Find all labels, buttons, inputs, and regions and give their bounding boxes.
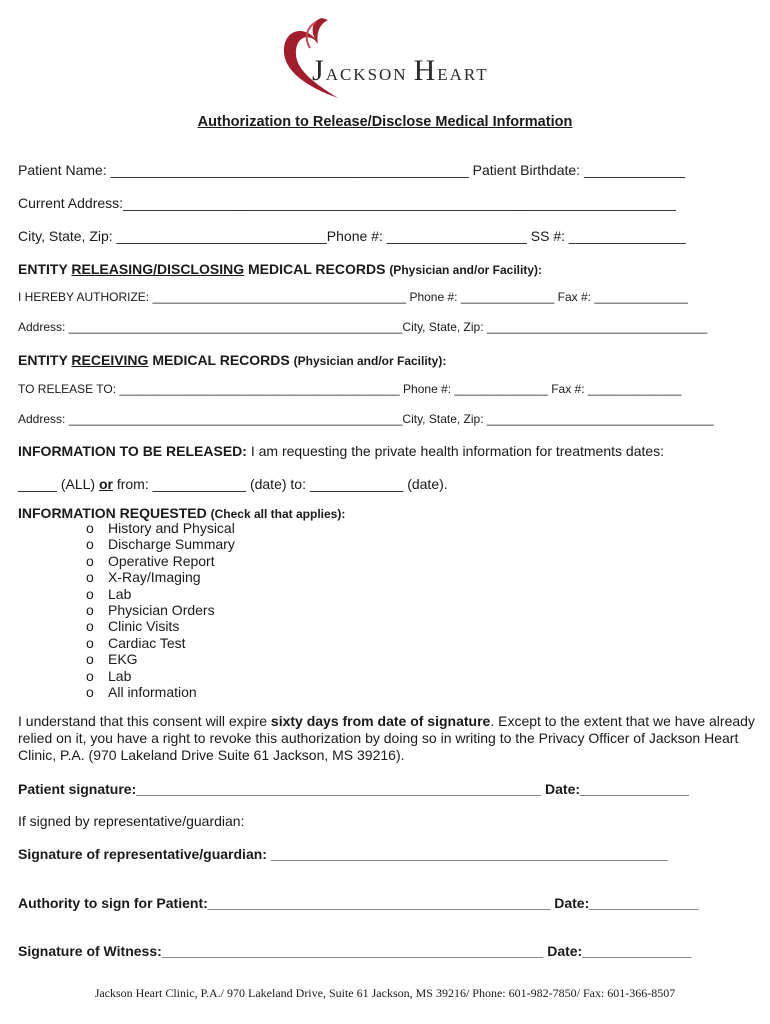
authority-date-field[interactable]: ______________ <box>589 895 699 911</box>
checklist-item[interactable] <box>86 553 235 569</box>
current-address-row <box>18 195 700 211</box>
receiving-phone-label: Phone #: <box>403 382 452 396</box>
checkbox-bullet-icon[interactable]: o <box>86 520 94 536</box>
checkbox-bullet-icon[interactable]: o <box>86 601 94 618</box>
city-state-zip-field[interactable]: ___________________________ <box>116 228 327 244</box>
checkbox-bullet-icon[interactable]: o <box>86 585 94 602</box>
phone-field[interactable]: __________________ <box>386 228 527 244</box>
checklist-item[interactable] <box>86 520 235 536</box>
receiving-heading-pre: ENTITY <box>18 352 72 368</box>
checkbox-bullet-icon[interactable]: o <box>86 683 94 700</box>
checklist-item[interactable] <box>86 668 235 684</box>
city-state-zip-row <box>18 228 700 244</box>
or-label: or <box>98 476 113 492</box>
receiving-csz-field[interactable]: __________________________________ <box>486 412 714 426</box>
checklist-item-label: All information <box>108 683 197 700</box>
receiving-address-field[interactable]: __________________________________________________ <box>68 412 403 426</box>
patient-signature-label: Patient signature: <box>18 781 137 797</box>
checklist-item-label: X-Ray/Imaging <box>108 569 201 586</box>
releasing-phone-label: Phone #: <box>409 290 458 304</box>
phone-label: Phone #: <box>326 228 383 244</box>
jackson-heart-logo <box>276 14 506 104</box>
receiving-address-row <box>18 412 714 426</box>
current-address-label: Current Address: <box>18 195 124 211</box>
receiving-address-label: Address: <box>18 412 66 426</box>
patient-signature-field[interactable]: ____________________________________________________ <box>136 781 542 797</box>
ss-field[interactable]: _______________ <box>568 228 686 244</box>
date-end-label: (date). <box>403 476 448 492</box>
authorize-label: I HEREBY AUTHORIZE: <box>18 290 150 304</box>
info-release-row <box>18 443 700 459</box>
city-state-zip-label: City, State, Zip: <box>18 228 113 244</box>
footer-contact: Jackson Heart Clinic, P.A./ 970 Lakeland Drive, Suite 61 Jackson, MS 39216/ Phone: 601-982-7850/ Fax: 601-366-8507 <box>94 986 676 1000</box>
requested-heading <box>18 505 700 521</box>
releasing-fax-label: Fax #: <box>557 290 591 304</box>
consent-text-bold: sixty days from date of signature <box>270 713 491 729</box>
consent-text-post: . Except to the extent that we have already relied on it, you have a right to revoke this authorization by doing so in writing to the Privacy Officer of Jackson Heart Clinic, P.A. (970 Lakeland Drive Suite 61 Jackson, MS 39216). <box>18 713 755 763</box>
checkbox-bullet-icon[interactable]: o <box>86 536 94 553</box>
witness-date-field[interactable]: ______________ <box>582 943 692 959</box>
release-to-row <box>18 382 700 396</box>
checklist-item[interactable] <box>86 586 235 602</box>
checklist-item-label: Lab <box>108 667 132 684</box>
authority-label: Authority to sign for Patient: <box>18 895 208 911</box>
date-to-label: (date) to: <box>246 476 310 492</box>
receiving-fax-label: Fax #: <box>551 382 585 396</box>
authority-row <box>18 895 700 911</box>
checklist-item-label: Discharge Summary <box>108 536 235 553</box>
checklist-item[interactable] <box>86 536 235 552</box>
authorize-row <box>18 290 700 304</box>
from-label: from: <box>112 476 153 492</box>
releasing-address-label: Address: <box>18 320 66 334</box>
requested-heading-text: INFORMATION REQUESTED <box>18 505 207 521</box>
receiving-fax-field[interactable]: ______________ <box>587 382 682 396</box>
authority-date-label: Date: <box>554 895 590 911</box>
patient-name-label: Patient Name: <box>18 162 107 178</box>
releasing-csz-field[interactable]: _________________________________ <box>486 320 708 334</box>
checklist-item-label: Operative Report <box>108 552 215 569</box>
checklist-item[interactable] <box>86 684 235 700</box>
info-release-heading: INFORMATION TO BE RELEASED: <box>18 443 247 459</box>
checkbox-bullet-icon[interactable]: o <box>86 651 94 668</box>
checkbox-bullet-icon[interactable]: o <box>86 618 94 635</box>
checklist-item-label: Lab <box>108 585 132 602</box>
checklist-item-label: Cardiac Test <box>108 634 186 651</box>
checklist-item[interactable] <box>86 602 235 618</box>
checkbox-bullet-icon[interactable]: o <box>86 634 94 651</box>
releasing-heading-note: (Physician and/or Facility): <box>389 263 543 277</box>
receiving-heading <box>18 352 700 368</box>
current-address-field[interactable]: _______________________________________________________________________ <box>123 195 676 211</box>
ss-label: SS #: <box>530 228 566 244</box>
from-date-field[interactable]: ____________ <box>152 476 247 492</box>
release-to-field[interactable]: __________________________________________ <box>119 382 400 396</box>
receiving-heading-note: (Physician and/or Facility): <box>293 354 447 368</box>
logo-wordmark: JACKSON HEART <box>312 54 489 87</box>
guardian-signature-field[interactable]: ___________________________________________________ <box>270 846 668 862</box>
checklist-item[interactable] <box>86 569 235 585</box>
info-release-text: I am requesting the private health information for treatments dates: <box>246 443 665 459</box>
releasing-phone-field[interactable]: ______________ <box>460 290 555 304</box>
authority-field[interactable]: ____________________________________________ <box>207 895 551 911</box>
all-label: (ALL) <box>56 476 99 492</box>
checkbox-bullet-icon[interactable]: o <box>86 569 94 586</box>
checklist-item-label: Clinic Visits <box>108 618 180 635</box>
releasing-csz-label: City, State, Zip: <box>402 320 484 334</box>
patient-signature-row <box>18 781 700 797</box>
witness-label: Signature of Witness: <box>18 943 162 959</box>
checklist-item-label: History and Physical <box>108 520 235 536</box>
patient-birthdate-field[interactable]: _____________ <box>583 162 686 178</box>
patient-name-field[interactable]: ______________________________________________ <box>110 162 469 178</box>
checkbox-bullet-icon[interactable]: o <box>86 667 94 684</box>
witness-row <box>18 943 700 959</box>
requested-checklist <box>86 520 235 700</box>
witness-date-label: Date: <box>547 943 583 959</box>
receiving-heading-post: MEDICAL RECORDS <box>148 352 290 368</box>
receiving-csz-label: City, State, Zip: <box>402 412 484 426</box>
checklist-item-label: EKG <box>108 651 138 668</box>
checklist-item-label: Physician Orders <box>108 601 215 618</box>
releasing-heading-pre: ENTITY <box>18 261 72 277</box>
release-to-label: TO RELEASE TO: <box>18 382 117 396</box>
consent-paragraph <box>18 713 758 764</box>
releasing-heading-underlined: RELEASING/DISCLOSING <box>71 261 245 277</box>
checkbox-bullet-icon[interactable]: o <box>86 552 94 569</box>
patient-name-row <box>18 162 700 178</box>
requested-heading-note: (Check all that applies): <box>210 507 346 521</box>
releasing-address-field[interactable]: __________________________________________________ <box>68 320 403 334</box>
patient-date-label: Date: <box>545 781 581 797</box>
releasing-address-row <box>18 320 708 334</box>
guardian-note: If signed by representative/guardian: <box>18 813 245 829</box>
receiving-phone-field[interactable]: ______________ <box>454 382 548 396</box>
guardian-signature-row <box>18 846 700 862</box>
releasing-heading-post: MEDICAL RECORDS <box>244 261 386 277</box>
authorize-field[interactable]: ______________________________________ <box>152 290 407 304</box>
checklist-item[interactable] <box>86 635 235 651</box>
treatment-dates-row <box>18 476 700 492</box>
all-field[interactable]: _____ <box>18 476 57 492</box>
patient-date-field[interactable]: ______________ <box>580 781 690 797</box>
patient-birthdate-label: Patient Birthdate: <box>472 162 581 178</box>
checklist-item[interactable] <box>86 618 235 634</box>
receiving-heading-underlined: RECEIVING <box>71 352 149 368</box>
consent-text-pre: I understand that this consent will expire <box>18 713 271 729</box>
releasing-fax-field[interactable]: ______________ <box>594 290 688 304</box>
witness-field[interactable]: _________________________________________________ <box>161 943 544 959</box>
releasing-heading <box>18 261 700 277</box>
to-date-field[interactable]: ____________ <box>309 476 404 492</box>
guardian-signature-label: Signature of representative/guardian: <box>18 846 267 862</box>
form-title: Authorization to Release/Disclose Medical Information <box>197 114 573 130</box>
checklist-item[interactable] <box>86 651 235 667</box>
